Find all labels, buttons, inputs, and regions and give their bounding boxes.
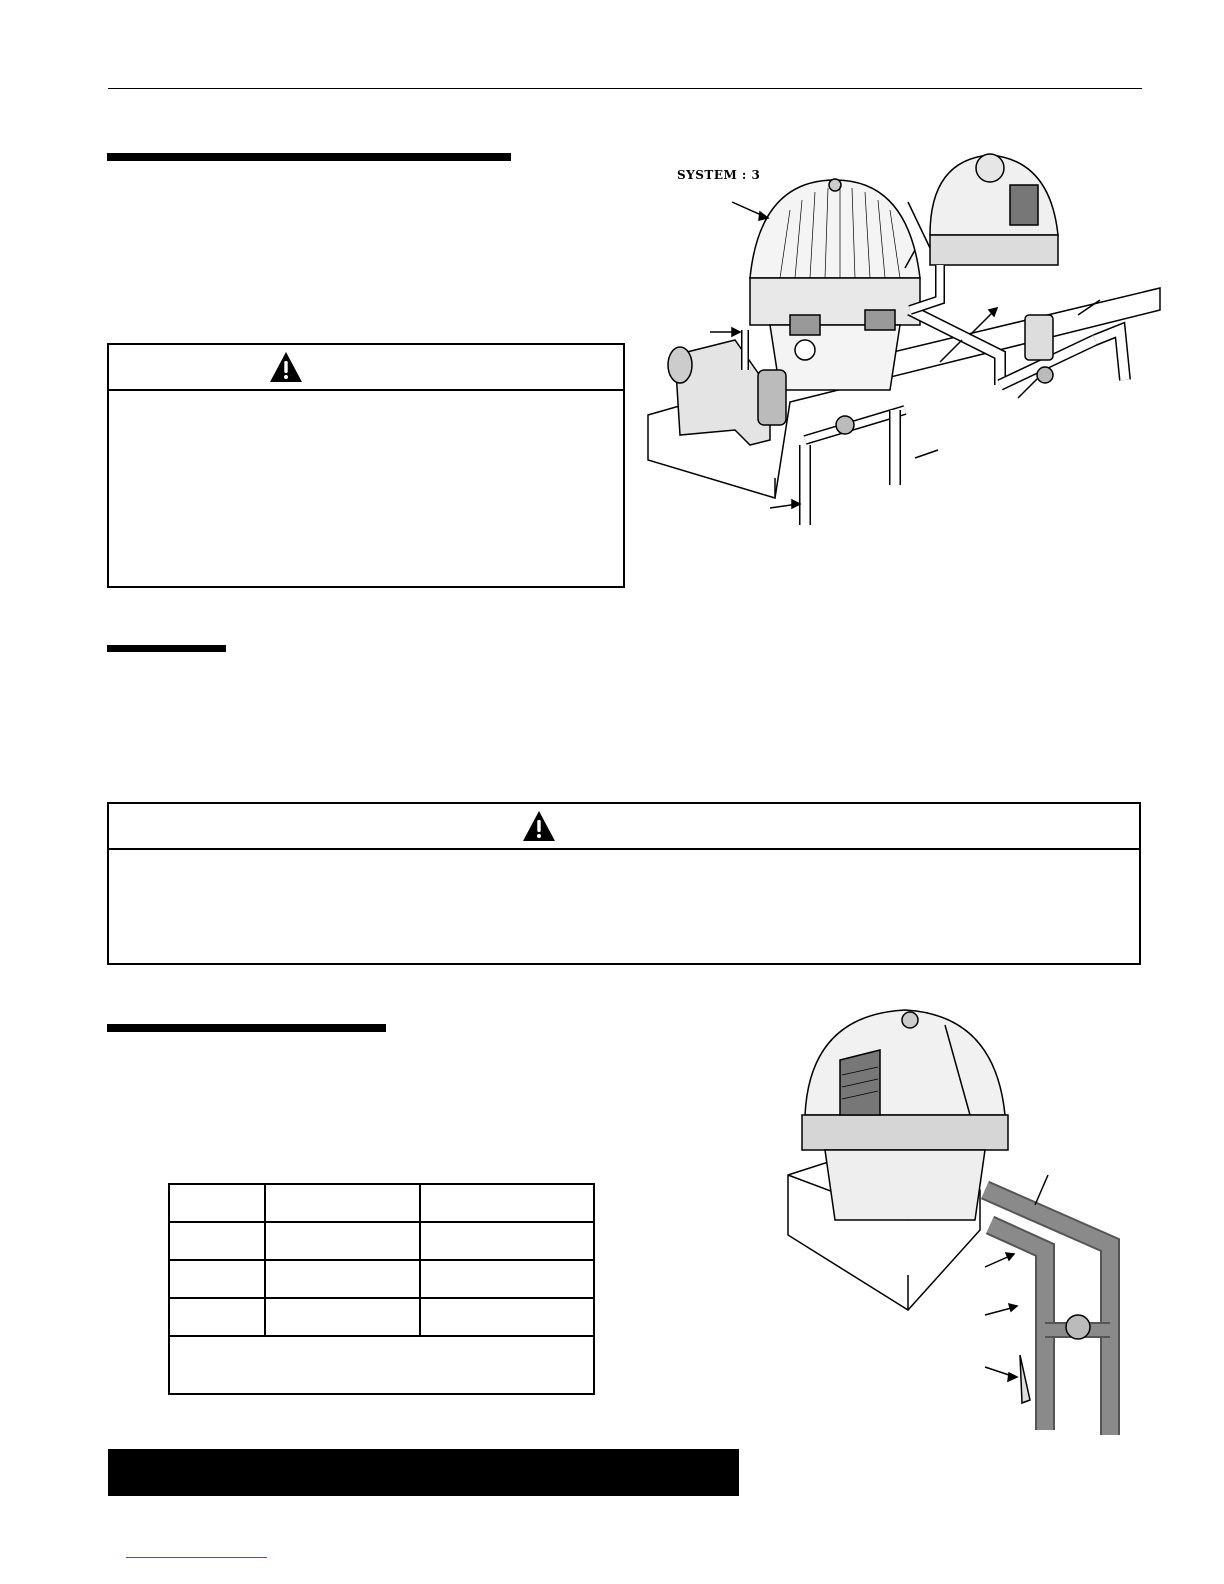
heater-drawing [780,1005,1150,1445]
footer-link-underline[interactable] [126,1557,267,1558]
footer-banner [108,1449,739,1496]
warning-box-1 [107,343,625,588]
table-row [169,1222,594,1260]
table-row [169,1260,594,1298]
table-footer-row [169,1336,594,1394]
warning-box-2-header [109,804,1139,850]
warning-box-2 [107,802,1141,965]
section-heading-bar-3 [107,1024,386,1032]
spec-table [168,1183,595,1395]
section-heading-bar-1 [107,153,511,161]
warning-box-1-header [109,345,623,391]
warning-triangle-icon [522,810,556,842]
heater-bypass-illustration [780,1005,1150,1445]
section-heading-bar-2 [107,645,226,652]
system-label: SYSTEM : 3 [677,168,761,182]
system-illustration [640,140,1160,540]
header-rule [108,88,1142,89]
system-drawing [640,140,1160,540]
table-row [169,1298,594,1336]
warning-triangle-icon [269,351,303,383]
table-row [169,1184,594,1222]
